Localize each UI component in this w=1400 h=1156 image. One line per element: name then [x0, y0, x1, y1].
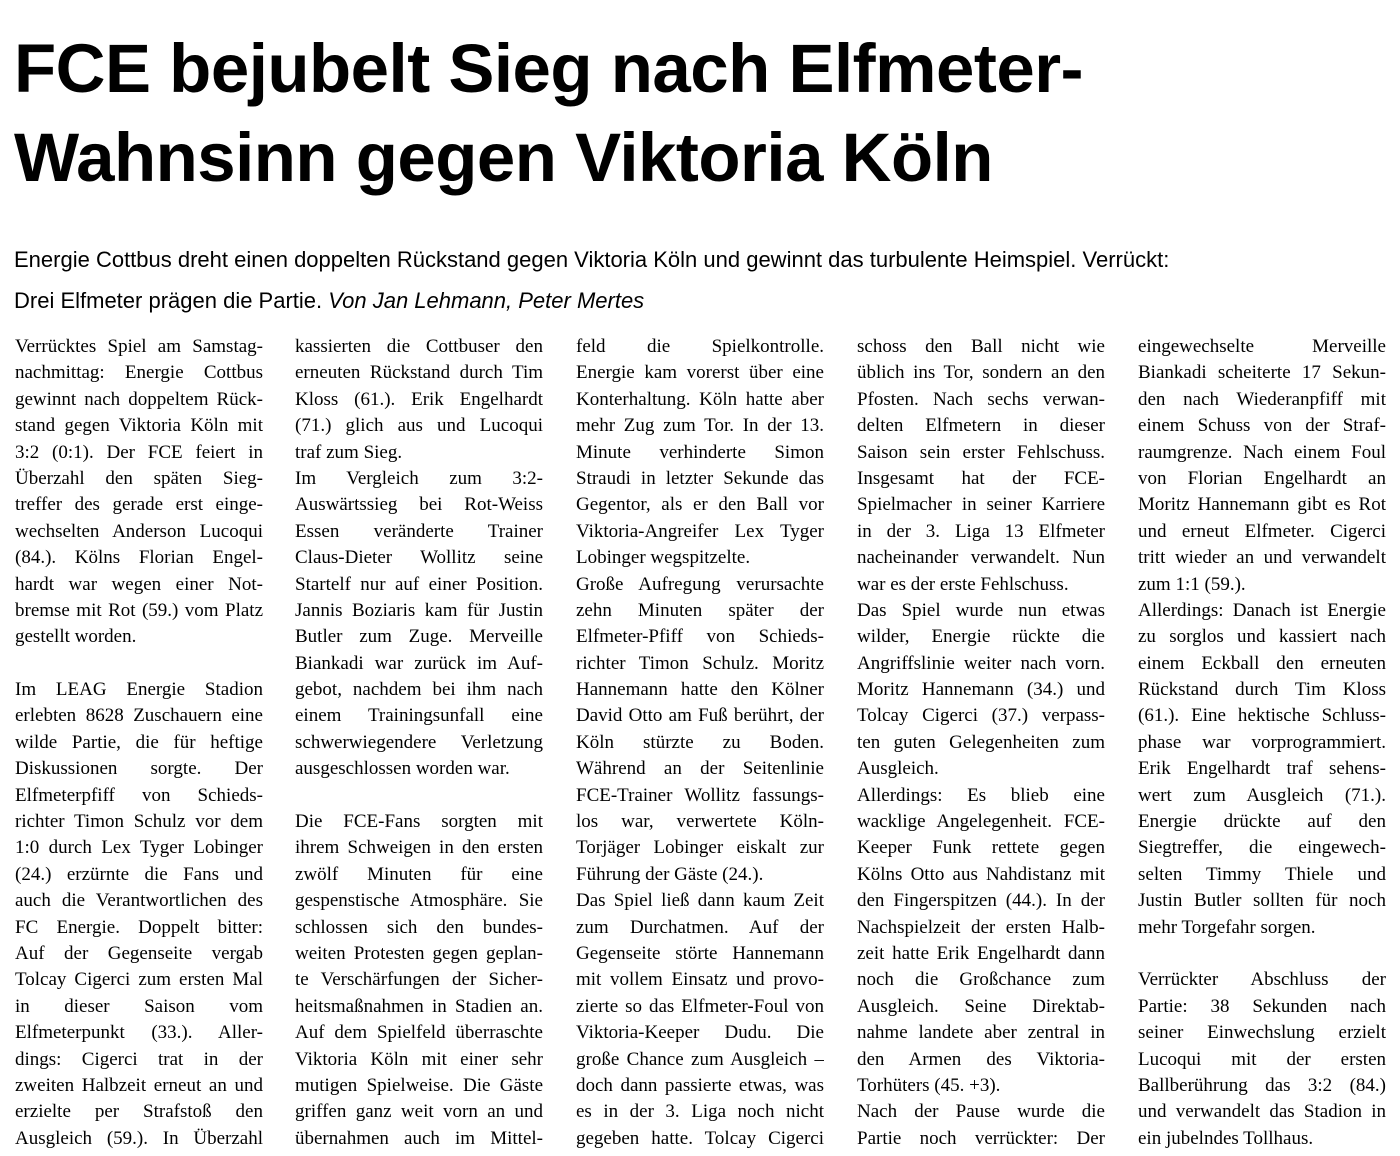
text-line: den Armen des Viktoria-	[857, 1048, 1105, 1070]
text-line: mehr Torgefahr sorgen.	[1138, 916, 1316, 938]
text-line: weiten Protesten gegen geplan-	[295, 942, 543, 964]
text-line: wilde Partie, die für heftige	[15, 731, 263, 753]
text-line: in dieser Saison vom	[15, 995, 263, 1017]
text-line: wacklige Angelegenheit. FCE-	[857, 811, 1105, 833]
text-line: gespenstische Atmosphäre. Sie	[295, 890, 543, 912]
text-line: es in der 3. Liga noch nicht	[576, 1101, 824, 1123]
text-line: doch dann passierte etwas, was	[576, 1074, 824, 1096]
text-line: Gegenseite störte Hannemann	[576, 942, 824, 964]
text-line	[295, 783, 543, 809]
text-line: Im Vergleich zum 3:2-	[295, 467, 543, 489]
text-line: dings: Cigerci trat in der	[15, 1048, 263, 1070]
text-line: zeit hatte Erik Engelhardt dann	[857, 942, 1105, 964]
text-line: nahme landete aber zentral in	[857, 1022, 1105, 1044]
text-line: Viktoria Köln mit einer sehr	[295, 1048, 543, 1070]
text-line: Energie kam vorerst über eine	[576, 362, 824, 384]
text-line: zu sorglos und kassiert nach	[1138, 626, 1386, 648]
headline	[14, 24, 1394, 202]
text-line: in der 3. Liga 13 Elfmeter	[857, 520, 1105, 542]
text-line: Auf dem Spielfeld überraschte	[295, 1022, 543, 1044]
article-column-1	[15, 334, 263, 1154]
text-line: noch die Großchance zum	[857, 969, 1105, 991]
text-line: mit vollem Einsatz und provo-	[576, 969, 824, 991]
text-line	[1138, 941, 1386, 967]
text-line: Das Spiel wurde nun etwas	[857, 599, 1105, 621]
text-line: Ausgleich (59.). In Überzahl	[15, 1127, 263, 1149]
text-line: (61.). Eine hektische Schluss-	[1138, 705, 1386, 727]
text-line: (24.) erzürnte die Fans und	[15, 863, 263, 885]
text-line: Lucoqui mit der ersten	[1138, 1048, 1386, 1070]
text-line: gebot, nachdem bei ihm nach	[295, 679, 543, 701]
text-line: Während an der Seitenlinie	[576, 758, 824, 780]
dek-line-2-text: Drei Elfmeter prägen die Partie.	[14, 288, 323, 313]
text-line: nachmittag: Energie Cottbus	[15, 362, 263, 384]
text-line: schoss den Ball nicht wie	[857, 336, 1105, 357]
article-column-2	[295, 334, 543, 1154]
text-line: selten Timmy Thiele und	[1138, 863, 1386, 885]
text-line: zehn Minuten später der	[576, 599, 824, 621]
text-line: Straudi in letzter Sekunde das	[576, 467, 824, 489]
text-line: Startelf nur auf einer Position.	[295, 573, 543, 595]
text-line: wilder, Energie rückte die	[857, 626, 1105, 648]
text-line: Keeper Funk rettete gegen	[857, 837, 1105, 859]
text-line: los war, verwertete Köln-	[576, 811, 824, 833]
text-line: zwölf Minuten für eine	[295, 863, 543, 885]
text-line: und verwandelt das Stadion in	[1138, 1101, 1386, 1123]
text-line: Claus-Dieter Wollitz seine	[295, 547, 543, 569]
dek-line-1: Energie Cottbus dreht einen doppelten Rückstand gegen Viktoria Köln und gewinnt das turbulente Heimspiel. Verrückt:	[14, 247, 1170, 272]
text-line: Partie: 38 Sekunden nach	[1138, 995, 1386, 1017]
text-line: zierte so das Elfmeter-Foul von	[576, 995, 824, 1017]
dek-line-2	[14, 280, 1394, 321]
text-line: einem Eckball den erneuten	[1138, 652, 1386, 674]
headline-line-2: Wahnsinn gegen Viktoria Köln	[14, 119, 993, 196]
text-line: Angriffslinie weiter nach vorn.	[857, 652, 1105, 674]
text-line: erzielte per Strafstoß den	[15, 1101, 263, 1123]
text-line: Das Spiel ließ dann kaum Zeit	[576, 890, 824, 912]
text-line: Moritz Hannemann (34.) und	[857, 679, 1105, 701]
text-line: von Florian Engelhardt an	[1138, 467, 1386, 489]
text-line: Große Aufregung verursachte	[576, 573, 824, 595]
text-line: zum Durchatmen. Auf der	[576, 916, 824, 938]
text-line: und erneut Elfmeter. Cigerci	[1138, 520, 1386, 542]
text-line: den nach Wiederanpfiff mit	[1138, 388, 1386, 410]
text-line: Torhüters (45. +3).	[857, 1074, 1001, 1096]
text-line: Energie drückte auf den	[1138, 811, 1386, 833]
text-line: 1:0 durch Lex Tyger Lobinger	[15, 837, 263, 859]
text-line: übernahmen auch im Mittel-	[295, 1127, 543, 1149]
text-line: Kölns Otto aus Nahdistanz mit	[857, 863, 1105, 885]
text-line: ten guten Gelegenheiten zum	[857, 731, 1105, 753]
headline-line-1: FCE bejubelt Sieg nach Elfmeter-	[14, 30, 1084, 107]
text-line: Überzahl den späten Sieg-	[15, 467, 263, 489]
text-line: Elfmeterpfiff von Schieds-	[15, 784, 263, 806]
text-line: Nach der Pause wurde die	[857, 1101, 1105, 1123]
text-line: treffer des gerade erst einge-	[15, 494, 263, 516]
text-line: gestellt worden.	[15, 626, 137, 648]
byline: Von Jan Lehmann, Peter Mertes	[328, 288, 645, 313]
text-line: Gegentor, als er den Ball vor	[576, 494, 824, 516]
text-line: Auswärtssieg bei Rot-Weiss	[295, 494, 543, 516]
text-line: Allerdings: Es blieb eine	[857, 784, 1105, 806]
text-line: einem Schuss von der Straf-	[1138, 415, 1386, 437]
text-line: auch die Verantwortlichen des	[15, 890, 263, 912]
text-line: schwerwiegendere Verletzung	[295, 731, 543, 753]
text-line: gewinnt nach doppeltem Rück-	[15, 388, 263, 410]
text-line: war es der erste Fehlschuss.	[857, 573, 1069, 595]
text-line: Verrücktes Spiel am Samstag-	[15, 336, 263, 357]
text-line: mutigen Spielweise. Die Gäste	[295, 1074, 543, 1096]
text-line: Führung der Gäste (24.).	[576, 863, 764, 885]
dek	[14, 239, 1394, 321]
text-line: stand gegen Viktoria Köln mit	[15, 415, 263, 437]
text-line: traf zum Sieg.	[295, 441, 403, 463]
text-line: kassierten die Cottbuser den	[295, 336, 543, 357]
text-line: Saison sein erster Fehlschuss.	[857, 441, 1105, 463]
text-line: Jannis Boziaris kam für Justin	[295, 599, 543, 621]
text-line: Hannemann hatte den Kölner	[576, 679, 824, 701]
text-line: zum 1:1 (59.).	[1138, 573, 1246, 595]
text-line: Viktoria-Angreifer Lex Tyger	[576, 520, 824, 542]
text-line: schlossen sich den bundes-	[295, 916, 543, 938]
text-line: Die FCE-Fans sorgten mit	[295, 811, 543, 833]
text-line: Minute verhinderte Simon	[576, 441, 824, 463]
text-line: (84.). Kölns Florian Engel-	[15, 547, 263, 569]
text-line: Elfmeter-Pfiff von Schieds-	[576, 626, 824, 648]
text-line: Biankadi war zurück im Auf-	[295, 652, 543, 674]
text-line: nacheinander verwandelt. Nun	[857, 547, 1105, 569]
text-line: Torjäger Lobinger eiskalt zur	[576, 837, 824, 859]
text-line: Tolcay Cigerci (37.) verpass-	[857, 705, 1105, 727]
text-line: erneuten Rückstand durch Tim	[295, 362, 543, 384]
text-line: te Verschärfungen der Sicher-	[295, 969, 543, 991]
text-line: eingewechselte Merveille	[1138, 336, 1386, 357]
text-line: Ausgleich. Seine Direktab-	[857, 995, 1105, 1017]
text-line: Essen veränderte Trainer	[295, 520, 543, 542]
text-line: richter Timon Schulz vor dem	[15, 811, 263, 833]
text-line: mehr Zug zum Tor. In der 13.	[576, 415, 824, 437]
text-line: delten Elfmetern in dieser	[857, 415, 1105, 437]
text-line: Erik Engelhardt traf sehens-	[1138, 758, 1386, 780]
article-column-5	[1138, 334, 1386, 1154]
text-line: Insgesamt hat der FCE-	[857, 467, 1105, 489]
text-line: bremse mit Rot (59.) vom Platz	[15, 599, 263, 621]
text-line: heitsmaßnahmen in Stadien an.	[295, 995, 543, 1017]
text-line: David Otto am Fuß berührt, der	[576, 705, 824, 727]
text-line: Allerdings: Danach ist Energie	[1138, 599, 1386, 621]
text-line: erlebten 8628 Zuschauern eine	[15, 705, 263, 727]
text-line: Verrückter Abschluss der	[1138, 969, 1386, 991]
text-line: FCE-Trainer Wollitz fassungs-	[576, 784, 824, 806]
text-line: große Chance zum Ausgleich –	[576, 1048, 824, 1070]
text-line: Tolcay Cigerci zum ersten Mal	[15, 969, 263, 991]
text-line: Diskussionen sorgte. Der	[15, 758, 263, 780]
text-line: Pfosten. Nach sechs verwan-	[857, 388, 1105, 410]
text-line: Butler zum Zuge. Merveille	[295, 626, 543, 648]
text-line: Spielmacher in seiner Karriere	[857, 494, 1105, 516]
text-line: Kloss (61.). Erik Engelhardt	[295, 388, 543, 410]
text-line: Ausgleich.	[857, 758, 939, 780]
text-line: Siegtreffer, die eingewech-	[1138, 837, 1386, 859]
text-line: den Fingerspitzen (44.). In der	[857, 890, 1105, 912]
text-line: FC Energie. Doppelt bitter:	[15, 916, 263, 938]
text-line: zweiten Halbzeit erneut an und	[15, 1074, 263, 1096]
text-line: Partie noch verrückter: Der	[857, 1127, 1105, 1149]
text-line: Konterhaltung. Köln hatte aber	[576, 388, 824, 410]
text-line: Auf der Gegenseite vergab	[15, 942, 263, 964]
text-line: Rückstand durch Tim Kloss	[1138, 679, 1386, 701]
text-line: Im LEAG Energie Stadion	[15, 679, 263, 701]
text-line: seiner Einwechslung erzielt	[1138, 1022, 1386, 1044]
text-line: Justin Butler sollten für noch	[1138, 890, 1386, 912]
text-line: ausgeschlossen worden war.	[295, 758, 510, 780]
text-line: gegeben hatte. Tolcay Cigerci	[576, 1127, 824, 1149]
text-line: Elfmeterpunkt (33.). Aller-	[15, 1022, 263, 1044]
text-line: Köln stürzte zu Boden.	[576, 731, 824, 753]
text-line	[15, 651, 263, 677]
text-line: tritt wieder an und verwandelt	[1138, 547, 1386, 569]
article-column-3	[576, 334, 824, 1154]
text-line: üblich ins Tor, sondern an den	[857, 362, 1105, 384]
text-line: richter Timon Schulz. Moritz	[576, 652, 824, 674]
text-line: phase war vorprogrammiert.	[1138, 731, 1386, 753]
text-line: Nachspielzeit der ersten Halb-	[857, 916, 1105, 938]
text-line: Lobinger wegspitzelte.	[576, 547, 751, 569]
article-column-4	[857, 334, 1105, 1154]
text-line: einem Trainingsunfall eine	[295, 705, 543, 727]
text-line: ihrem Schweigen in den ersten	[295, 837, 543, 859]
text-line: Viktoria-Keeper Dudu. Die	[576, 1022, 824, 1044]
text-line: Biankadi scheiterte 17 Sekun-	[1138, 362, 1386, 384]
text-line: wechselten Anderson Lucoqui	[15, 520, 263, 542]
text-line: ein jubelndes Tollhaus.	[1138, 1127, 1314, 1149]
text-line: 3:2 (0:1). Der FCE feiert in	[15, 441, 263, 463]
text-line: griffen ganz weit vorn an und	[295, 1101, 543, 1123]
text-line: hardt war wegen einer Not-	[15, 573, 263, 595]
text-line: feld die Spielkontrolle.	[576, 336, 824, 357]
text-line: Moritz Hannemann gibt es Rot	[1138, 494, 1386, 516]
text-line: Ballberührung das 3:2 (84.)	[1138, 1074, 1386, 1096]
text-line: raumgrenze. Nach einem Foul	[1138, 441, 1386, 463]
text-line: (71.) glich aus und Lucoqui	[295, 415, 543, 437]
text-line: wert zum Ausgleich (71.).	[1138, 784, 1386, 806]
